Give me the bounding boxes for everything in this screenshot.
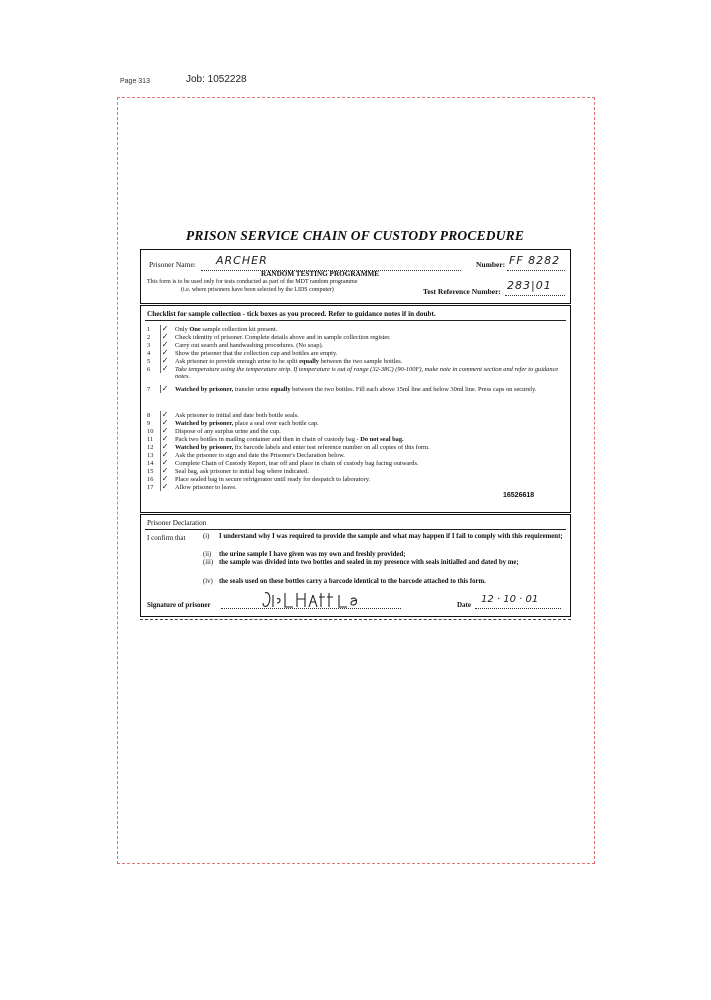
test-ref-line — [505, 295, 565, 296]
checklist-item-text: Take temperature using the temperature strip. If temperature is out of range (32-38C) (90-100F), make note in comment section and refer to guidance notes. — [175, 366, 559, 381]
checklist-item-number: 16 — [147, 476, 154, 483]
declaration-box — [140, 514, 571, 617]
checkmark-icon: |✓ — [159, 348, 169, 357]
checklist-item-number: 2 — [147, 334, 151, 341]
declaration-statement-number: (i) — [203, 533, 210, 540]
checklist-rule — [145, 320, 566, 321]
checkmark-icon: |✓ — [159, 450, 169, 459]
checkmark-icon: |✓ — [159, 442, 169, 451]
checklist-item-text: Dispose of any surplus urine and the cup. — [175, 428, 281, 435]
checklist-item-text: Show the prisoner that the collection cup and bottles are empty. — [175, 350, 338, 357]
checklist-item-number: 9 — [147, 420, 151, 427]
checkmark-icon: |✓ — [159, 474, 169, 483]
prisoner-signature — [259, 589, 379, 611]
declaration-rule — [145, 529, 566, 530]
checkmark-icon: |✓ — [159, 434, 169, 443]
checklist-heading: Checklist for sample collection - tick boxes as you proceed. Refer to guidance notes if in doubt. — [147, 310, 436, 318]
checklist-item-text: Allow prisoner to leave. — [175, 484, 237, 491]
prisoner-name-label: Prisoner Name: — [149, 260, 196, 269]
number-line — [507, 270, 565, 271]
checklist-item-text: Seal bag, ask prisoner to initial bag where indicated. — [175, 468, 309, 475]
tear-off-line — [140, 619, 571, 620]
barcode-number: 16526618 — [503, 492, 535, 499]
checkmark-icon: |✓ — [159, 418, 169, 427]
prisoner-name-value: ARCHER — [216, 254, 268, 267]
checkmark-icon: |✓ — [159, 384, 169, 393]
checklist-item-number: 4 — [147, 350, 151, 357]
checklist-box — [140, 305, 571, 513]
date-label: Date — [457, 601, 471, 609]
checklist-item-text: Carry out search and handwashing procedures. (No soap). — [175, 342, 324, 349]
declaration-statement: the urine sample I have given was my own and freshly provided; — [219, 551, 406, 558]
checklist-item-number: 17 — [147, 484, 154, 491]
declaration-heading: Prisoner Declaration — [147, 519, 207, 527]
checklist-item-number: 3 — [147, 342, 151, 349]
signature-label: Signature of prisoner — [147, 601, 211, 609]
checklist-item-number: 11 — [147, 436, 154, 443]
checklist-item-text: Pack two bottles in mailing container and then in chain of custody bag - Do not seal bag. — [175, 436, 404, 443]
checklist-item-number: 6 — [147, 366, 151, 373]
checkmark-icon: |✓ — [159, 466, 169, 475]
checkmark-icon: |✓ — [159, 324, 169, 333]
checklist-item-number: 14 — [147, 460, 154, 467]
checkmark-icon: |✓ — [159, 332, 169, 341]
number-label: Number: — [476, 260, 506, 269]
declaration-statement-number: (ii) — [203, 551, 212, 558]
checkmark-icon: |✓ — [159, 458, 169, 467]
checklist-item-number: 15 — [147, 468, 154, 475]
checklist-item-number: 7 — [147, 386, 151, 393]
declaration-statement: the seals used on these bottles carry a barcode identical to the barcode attached to this form. — [219, 578, 486, 585]
checklist-item-text: Only One sample collection kit present. — [175, 326, 278, 333]
declaration-statement: the sample was divided into two bottles and sealed in my presence with seals initialled and dated by me; — [219, 559, 519, 566]
checklist-item-number: 12 — [147, 444, 154, 451]
number-value: FF 8282 — [509, 254, 561, 267]
checklist-item-text: Complete Chain of Custody Report, tear off and place in chain of custody bag facing outwards. — [175, 460, 419, 467]
checklist-item-text: Watched by prisoner, transfer urine equally between the two bottles. Fill each above 15ml line and below 30ml line. Press caps on securely. — [175, 386, 537, 393]
test-ref-value: 283|01 — [507, 279, 552, 292]
checklist-item-text: Check identity of prisoner. Complete details above and in sample collection register. — [175, 334, 391, 341]
programme-note-2: (i.e. where prisoners have been selected by the LIDS computer) — [181, 287, 334, 293]
checkmark-icon: |✓ — [159, 356, 169, 365]
checklist-item-number: 10 — [147, 428, 154, 435]
page-number: Page 313 — [120, 78, 150, 85]
checklist-item-text: Place sealed bag in secure refrigerator until ready for despatch to laboratory. — [175, 476, 371, 483]
test-ref-label: Test Reference Number: — [423, 287, 501, 296]
declaration-statement-number: (iii) — [203, 559, 214, 566]
prisoner-details-box — [140, 249, 571, 304]
checkmark-icon: |✓ — [159, 482, 169, 491]
checkmark-icon: |✓ — [159, 410, 169, 419]
checklist-item-text: Ask prisoner to initial and date both bottle seals. — [175, 412, 299, 419]
checklist-item-number: 13 — [147, 452, 154, 459]
declaration-statement: I understand why I was required to provide the sample and what may happen if I fail to comply with this requirement; — [219, 533, 563, 540]
declaration-lead: I confirm that — [147, 534, 186, 542]
checklist-item-text: Ask prisoner to provide enough urine to be split equally between the two sample bottles. — [175, 358, 403, 365]
checklist-item-text: Watched by prisoner, place a seal over each bottle cap. — [175, 420, 319, 427]
checklist-item-number: 1 — [147, 326, 151, 333]
programme-title: RANDOM TESTING PROGRAMME — [261, 270, 380, 278]
checklist-item-text: Watched by prisoner, fix barcode labels and enter test reference number on all copies of this form. — [175, 444, 430, 451]
declaration-statement-number: (iv) — [203, 578, 213, 585]
checklist-item-number: 8 — [147, 412, 151, 419]
checklist-item-number: 5 — [147, 358, 151, 365]
checkmark-icon: |✓ — [159, 426, 169, 435]
date-line — [475, 608, 561, 609]
form-title: PRISON SERVICE CHAIN OF CUSTODY PROCEDURE — [185, 228, 525, 243]
job-number: Job: 1052228 — [186, 74, 247, 85]
checklist-item-text: Ask the prisoner to sign and date the Prisoner's Declaration below. — [175, 452, 345, 459]
checkmark-icon: |✓ — [159, 364, 169, 373]
checkmark-icon: |✓ — [159, 340, 169, 349]
date-value: 12 · 10 · 01 — [481, 594, 539, 605]
programme-note-1: This form is to be used only for tests conducted as part of the MDT random programme — [147, 279, 358, 285]
